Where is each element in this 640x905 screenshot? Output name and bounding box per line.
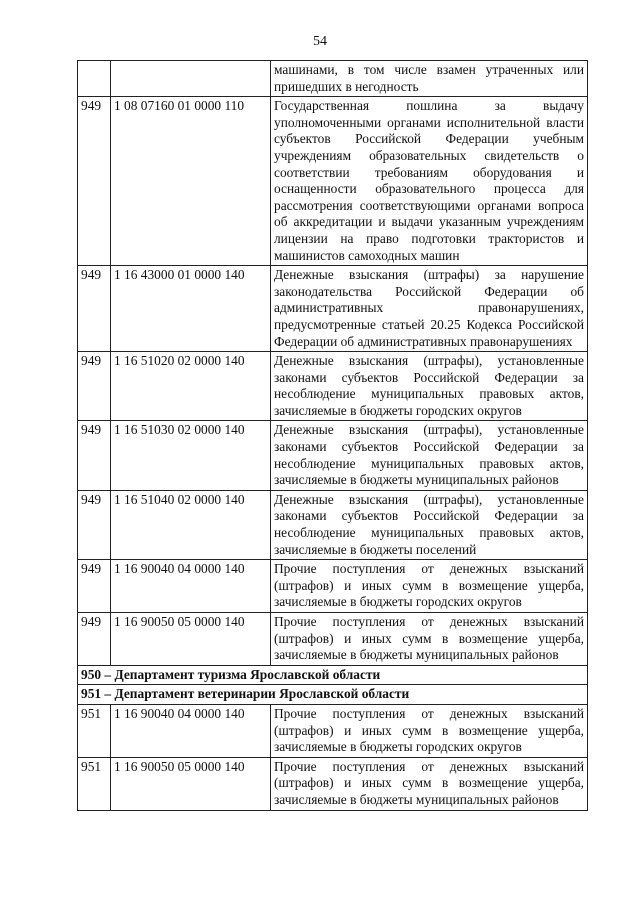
table-row	[78, 560, 588, 613]
budget-classification-code-cell: 1 16 90040 04 0000 140	[111, 560, 271, 613]
revenue-classification-table	[77, 60, 588, 811]
budget-classification-code-cell	[111, 61, 271, 97]
revenue-name-cell: Прочие поступления от денежных взысканий (штрафов) и иных сумм в возмещение ущерба, зачисляемые в бюджеты городских округов	[271, 704, 588, 757]
admin-code-cell: 949	[78, 266, 111, 352]
budget-classification-code-cell: 1 16 43000 01 0000 140	[111, 266, 271, 352]
section-header-row	[78, 665, 588, 685]
budget-classification-code-cell: 1 16 90050 05 0000 140	[111, 757, 271, 810]
admin-code-cell: 949	[78, 560, 111, 613]
budget-classification-code-cell: 1 16 51040 02 0000 140	[111, 490, 271, 559]
revenue-name-cell: Денежные взыскания (штрафы), установленные законами субъектов Российской Федерации за несоблюдение муниципальных правовых актов, зачисляемые в бюджеты поселений	[271, 490, 588, 559]
revenue-name-cell: Государственная пошлина за выдачу уполномоченными органами исполнительной власти субъектов Российской Федерации учебным учреждениям образовательных свидетельств о соответствии требованиям оборудования и оснащенности образовательного процесса для рассмотрения соответствующими органами вопроса об аккредитации и выдачи указанным учреждениям лицензии на право подготовки трактористов и машинистов самоходных машин	[271, 97, 588, 266]
table-row	[78, 97, 588, 266]
budget-classification-code-cell: 1 16 51020 02 0000 140	[111, 352, 271, 421]
page-number: 54	[313, 34, 327, 49]
table-body	[78, 61, 588, 811]
revenue-name-cell: Денежные взыскания (штрафы), установленные законами субъектов Российской Федерации за несоблюдение муниципальных правовых актов, зачисляемые в бюджеты муниципальных районов	[271, 421, 588, 490]
budget-classification-code-cell: 1 16 90050 05 0000 140	[111, 613, 271, 666]
table-row	[78, 757, 588, 810]
table-row	[78, 266, 588, 352]
table-row	[78, 613, 588, 666]
revenue-name-cell: машинами, в том числе взамен утраченных или пришедших в негодность	[271, 61, 588, 97]
revenue-name-cell: Прочие поступления от денежных взысканий (штрафов) и иных сумм в возмещение ущерба, зачисляемые в бюджеты городских округов	[271, 560, 588, 613]
table-row	[78, 490, 588, 559]
revenue-name-cell: Прочие поступления от денежных взысканий (штрафов) и иных сумм в возмещение ущерба, зачисляемые в бюджеты муниципальных районов	[271, 757, 588, 810]
section-title: 951 – Департамент ветеринарии Ярославской области	[78, 685, 588, 705]
admin-code-cell: 949	[78, 613, 111, 666]
admin-code-cell: 949	[78, 490, 111, 559]
revenue-name-cell: Денежные взыскания (штрафы), установленные законами субъектов Российской Федерации за несоблюдение муниципальных правовых актов, зачисляемые в бюджеты городских округов	[271, 352, 588, 421]
admin-code-cell: 949	[78, 421, 111, 490]
table-row	[78, 352, 588, 421]
revenue-name-cell: Прочие поступления от денежных взысканий (штрафов) и иных сумм в возмещение ущерба, зачисляемые в бюджеты муниципальных районов	[271, 613, 588, 666]
budget-classification-code-cell: 1 08 07160 01 0000 110	[111, 97, 271, 266]
table-row	[78, 61, 588, 97]
admin-code-cell: 949	[78, 352, 111, 421]
section-title: 950 – Департамент туризма Ярославской области	[78, 665, 588, 685]
admin-code-cell: 949	[78, 97, 111, 266]
table-row	[78, 704, 588, 757]
revenue-name-cell: Денежные взыскания (штрафы) за нарушение законодательства Российской Федерации об административных правонарушениях, предусмотренные статьей 20.25 Кодекса Российской Федерации об административных правонарушениях	[271, 266, 588, 352]
admin-code-cell	[78, 61, 111, 97]
table-row	[78, 421, 588, 490]
admin-code-cell: 951	[78, 704, 111, 757]
section-header-row	[78, 685, 588, 705]
admin-code-cell: 951	[78, 757, 111, 810]
budget-classification-code-cell: 1 16 51030 02 0000 140	[111, 421, 271, 490]
budget-classification-code-cell: 1 16 90040 04 0000 140	[111, 704, 271, 757]
